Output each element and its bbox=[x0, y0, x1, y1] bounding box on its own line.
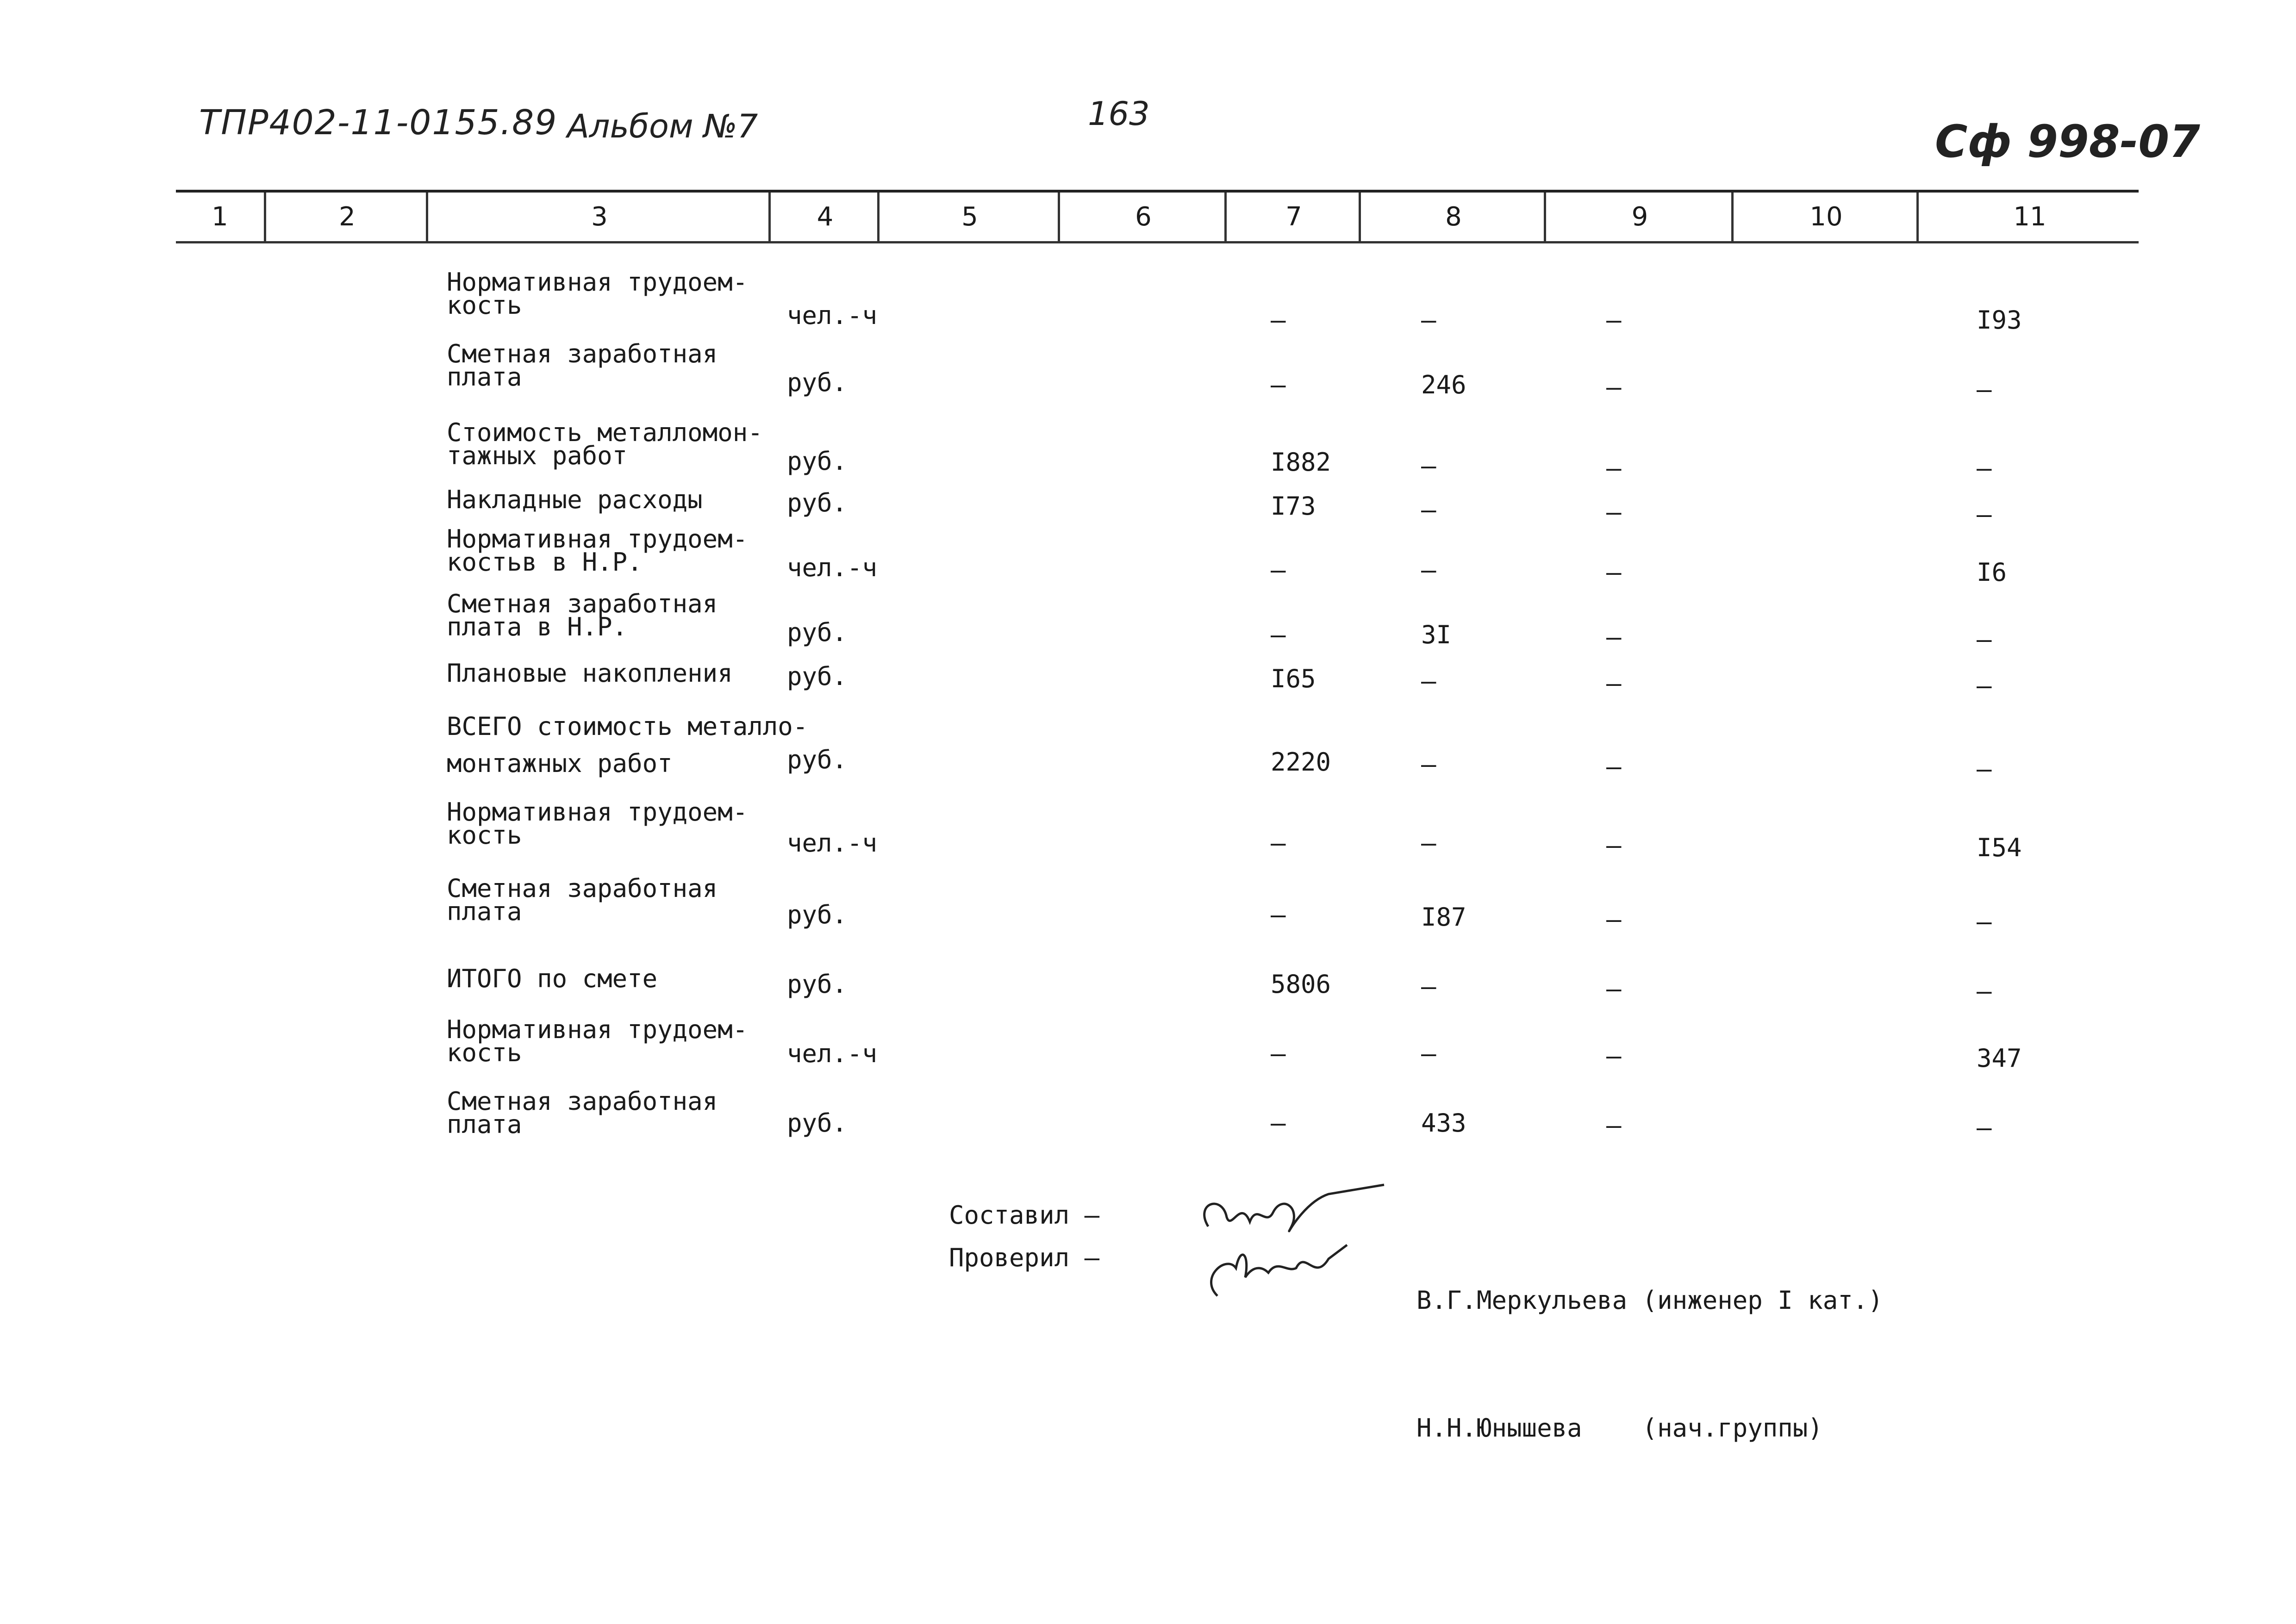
col-header-7: 7 bbox=[1224, 193, 1361, 241]
cell-col11: – bbox=[1977, 977, 1992, 1006]
col-header-9: 9 bbox=[1544, 193, 1734, 241]
row-label: ВСЕГО стоимость металло- монтажных работ bbox=[447, 712, 808, 778]
row-label: Нормативная трудоем- кость bbox=[447, 1015, 748, 1067]
row-label: Нормативная трудоем- кость bbox=[447, 268, 748, 320]
cell-col11: I54 bbox=[1977, 833, 2022, 862]
cell-col9: – bbox=[1606, 622, 1622, 652]
cell-col9: – bbox=[1606, 974, 1622, 1003]
row-label: Стоимость металломон- тажных работ bbox=[447, 418, 763, 470]
cell-col7: – bbox=[1271, 620, 1286, 649]
row-unit: руб. bbox=[787, 900, 848, 929]
cell-col8: – bbox=[1421, 972, 1436, 1001]
signature-labels bbox=[949, 1194, 1099, 1279]
col-header-8: 8 bbox=[1359, 193, 1546, 241]
cell-col7: – bbox=[1271, 305, 1286, 335]
cell-col7: I65 bbox=[1271, 664, 1316, 693]
cell-col9: – bbox=[1606, 558, 1622, 587]
cell-col11: 347 bbox=[1977, 1044, 2022, 1073]
cell-col8: – bbox=[1421, 305, 1436, 335]
cell-col9: – bbox=[1606, 905, 1622, 934]
cell-col9: – bbox=[1606, 1111, 1622, 1140]
col-header-3: 3 bbox=[426, 193, 771, 241]
row-unit: руб. bbox=[787, 618, 848, 647]
cell-col7: – bbox=[1271, 1108, 1286, 1138]
cell-col8: – bbox=[1421, 495, 1436, 524]
cell-col7: I73 bbox=[1271, 492, 1316, 521]
row-label: Сметная заработная плата bbox=[447, 1087, 718, 1139]
row-unit: руб. bbox=[787, 488, 848, 517]
cell-col11: – bbox=[1977, 1113, 1992, 1142]
cell-col9: – bbox=[1606, 305, 1622, 335]
signature-checked bbox=[1211, 1245, 1347, 1296]
page-number: 163 bbox=[1088, 95, 1150, 133]
row-label: ИТОГО по смете bbox=[447, 964, 658, 993]
row-unit: руб. bbox=[787, 368, 848, 397]
column-header-row bbox=[176, 190, 2139, 243]
cell-col7: – bbox=[1271, 370, 1286, 399]
cell-col11: – bbox=[1977, 907, 1992, 936]
col-header-10: 10 bbox=[1731, 193, 1919, 241]
cell-col9: – bbox=[1606, 373, 1622, 402]
checked-by-label: Проверил – bbox=[949, 1243, 1100, 1272]
signature-compiled bbox=[1204, 1185, 1384, 1231]
cell-col9: – bbox=[1606, 669, 1622, 698]
cell-col7: I882 bbox=[1271, 448, 1331, 477]
row-label: Плановые накопления bbox=[447, 659, 733, 688]
col-header-1: 1 bbox=[212, 202, 228, 232]
cell-col11: – bbox=[1977, 500, 1992, 529]
row-unit: чел.-ч bbox=[787, 1039, 878, 1068]
cell-col9: – bbox=[1606, 454, 1622, 483]
cell-col9: – bbox=[1606, 1041, 1622, 1070]
cell-col7: – bbox=[1271, 1039, 1286, 1068]
cell-col8: 246 bbox=[1421, 370, 1466, 399]
row-unit: руб. bbox=[787, 970, 848, 999]
cell-col7: 5806 bbox=[1271, 970, 1331, 999]
signatory-names bbox=[1416, 1194, 1883, 1492]
col-header-6: 6 bbox=[1058, 193, 1227, 241]
cell-col8: – bbox=[1421, 1039, 1436, 1068]
row-unit: руб. bbox=[787, 447, 848, 476]
cell-col8: – bbox=[1421, 828, 1436, 858]
row-unit: руб. bbox=[787, 1108, 848, 1138]
checked-by-name: Н.Н.Юнышева (нач.группы) bbox=[1416, 1413, 1823, 1443]
col-header-5: 5 bbox=[877, 193, 1060, 241]
document-code: ТПР402-11-0155.89 bbox=[199, 103, 558, 143]
row-label: Нормативная трудоем- костьв в Н.Р. bbox=[447, 524, 748, 577]
row-label: Нормативная трудоем- кость bbox=[447, 797, 748, 850]
cell-col8: – bbox=[1421, 666, 1436, 696]
cell-col11: – bbox=[1977, 671, 1992, 700]
cell-col11: – bbox=[1977, 375, 1992, 404]
cell-col8: – bbox=[1421, 451, 1436, 480]
row-label: Сметная заработная плата bbox=[447, 339, 718, 392]
cell-col7: 2220 bbox=[1271, 747, 1331, 777]
handwritten-signatures bbox=[1190, 1176, 1403, 1305]
col-header-4: 4 bbox=[768, 193, 880, 241]
compiled-by-label: Составил – bbox=[949, 1201, 1100, 1230]
row-unit: чел.-ч bbox=[787, 301, 878, 330]
cell-col8: – bbox=[1421, 750, 1436, 779]
cell-col8: 3I bbox=[1421, 620, 1452, 649]
cell-col7: – bbox=[1271, 900, 1286, 929]
cell-col11: – bbox=[1977, 625, 1992, 654]
row-label: Накладные расходы bbox=[447, 485, 703, 514]
cell-col11: – bbox=[1977, 454, 1992, 483]
cell-col9: – bbox=[1606, 831, 1622, 860]
col-header-2: 2 bbox=[264, 193, 428, 241]
cell-col9: – bbox=[1606, 498, 1622, 527]
row-unit: руб. bbox=[787, 745, 848, 774]
cell-col11: I93 bbox=[1977, 305, 2022, 335]
row-label: Сметная заработная плата bbox=[447, 874, 718, 926]
album-number: Альбом №7 bbox=[567, 107, 758, 145]
cell-col8: I87 bbox=[1421, 902, 1466, 932]
compiled-by-name: В.Г.Меркульева (инженер I кат.) bbox=[1416, 1286, 1883, 1315]
cell-col8: – bbox=[1421, 555, 1436, 585]
row-unit: руб. bbox=[787, 662, 848, 691]
cell-col11: – bbox=[1977, 754, 1992, 784]
sheet-reference: Сф 998-07 bbox=[1935, 116, 2200, 168]
cell-col7: – bbox=[1271, 828, 1286, 858]
cell-col7: – bbox=[1271, 555, 1286, 585]
cell-col11: I6 bbox=[1977, 558, 2007, 587]
col-header-11: 11 bbox=[1916, 193, 2141, 241]
row-label: Сметная заработная плата в Н.Р. bbox=[447, 589, 718, 641]
cell-col8: 433 bbox=[1421, 1108, 1466, 1138]
cell-col9: – bbox=[1606, 752, 1622, 781]
row-unit: чел.-ч bbox=[787, 553, 878, 582]
row-unit: чел.-ч bbox=[787, 828, 878, 858]
